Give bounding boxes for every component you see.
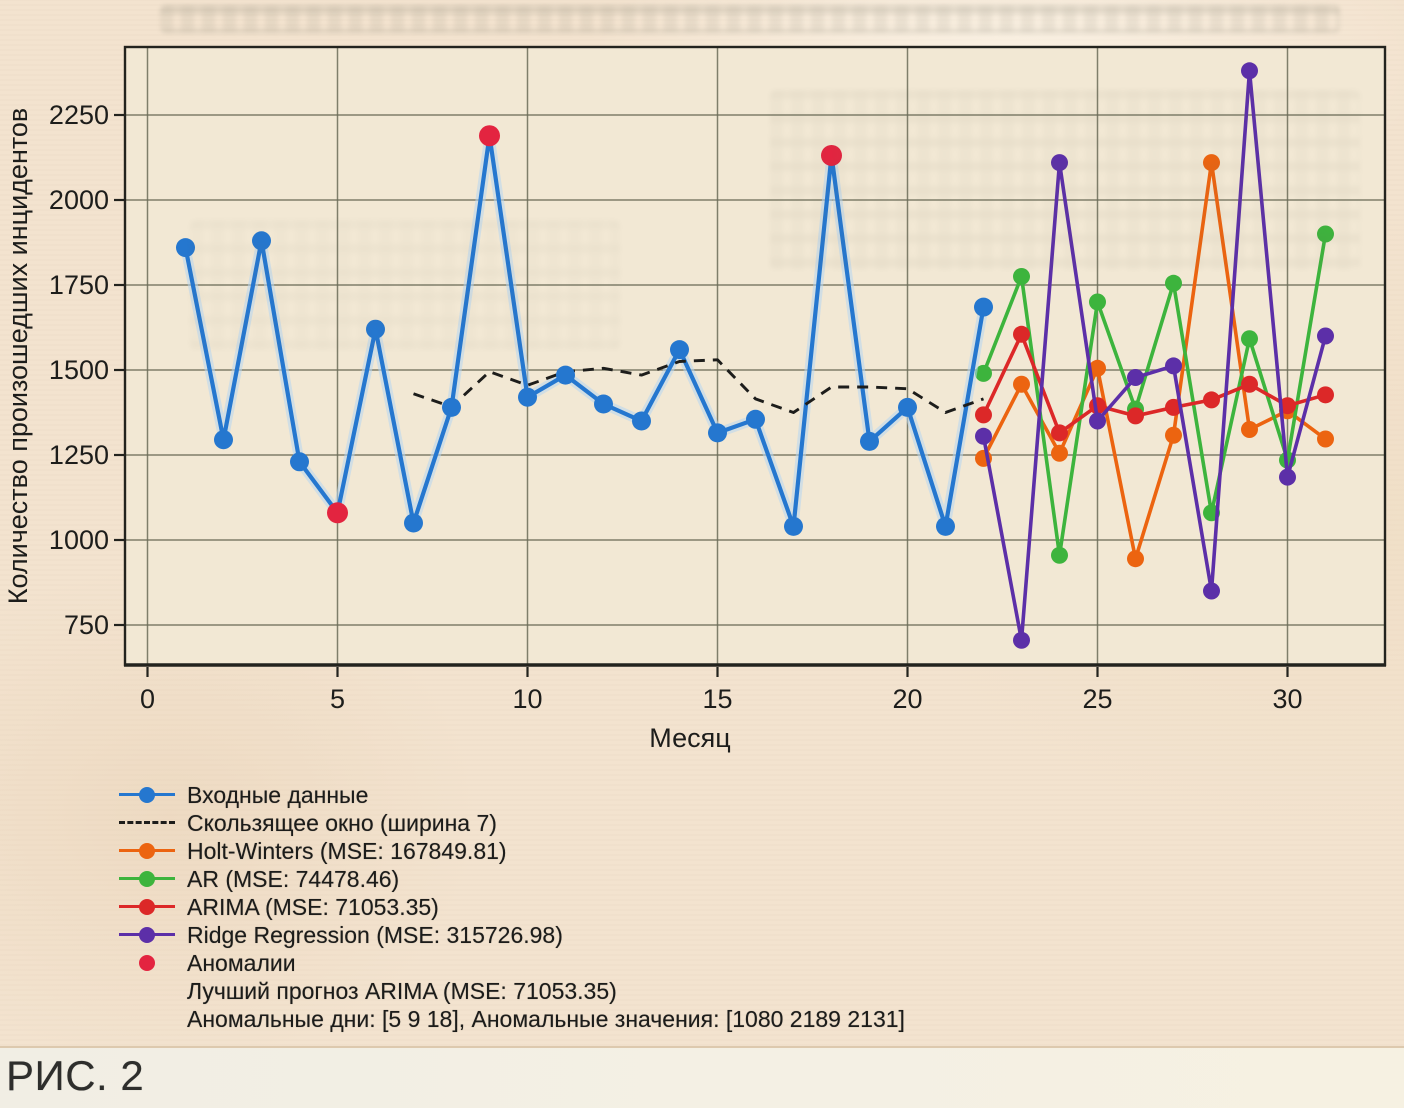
series-point-ar <box>1089 294 1106 311</box>
series-point-arima <box>1013 326 1030 343</box>
y-axis-title: Количество произошедших инцидентов <box>3 107 33 605</box>
legend-item-moving-window <box>118 809 905 837</box>
series-point-ridge <box>975 428 992 445</box>
series-point-ridge <box>1203 583 1220 600</box>
legend-item-anomaly-values <box>118 1005 905 1033</box>
legend-marker-none <box>118 1005 176 1033</box>
chart-legend <box>118 781 905 1033</box>
x-tick-label: 15 <box>702 684 733 714</box>
figure-caption: РИС. 2 <box>6 1052 145 1099</box>
series-point-arima <box>1317 386 1334 403</box>
x-tick-label: 10 <box>512 684 543 714</box>
series-point-ridge <box>1317 328 1334 345</box>
series-point-input <box>708 423 727 442</box>
y-tick-label: 1500 <box>48 355 109 385</box>
series-point-input <box>898 398 917 417</box>
series-point-arima <box>1241 376 1258 393</box>
series-point-ridge <box>1241 62 1258 79</box>
series-point-ridge <box>1051 154 1068 171</box>
series-point-ar <box>1241 330 1258 347</box>
annotation-best-forecast: Лучший прогноз ARIMA (MSE: 71053.35) <box>187 977 617 1004</box>
y-tick-label: 2250 <box>48 100 109 130</box>
series-point-ridge <box>1013 632 1030 649</box>
x-tick-label: 20 <box>892 684 923 714</box>
x-axis-title: Месяц <box>649 723 731 753</box>
x-tick-label: 25 <box>1082 684 1113 714</box>
series-point-ridge <box>1165 357 1182 374</box>
series-point-ridge <box>1127 369 1144 386</box>
series-point-holt-winters <box>1127 550 1144 567</box>
series-point-ar <box>1013 268 1030 285</box>
legend-item-arima <box>118 893 905 921</box>
legend-item-best-forecast <box>118 977 905 1005</box>
anomaly-point <box>821 145 842 166</box>
legend-label: AR (MSE: 74478.46) <box>187 865 400 892</box>
x-tick-label: 0 <box>139 684 156 714</box>
legend-dot-swatch <box>139 871 155 887</box>
legend-dot-swatch <box>139 787 155 803</box>
series-point-input <box>518 388 537 407</box>
legend-marker-input-line-dot <box>118 781 176 809</box>
legend-marker-anomaly-dot <box>118 949 176 977</box>
series-point-ar <box>1165 275 1182 292</box>
series-point-arima <box>1051 424 1068 441</box>
series-point-input <box>556 366 575 385</box>
legend-item-ridge <box>118 921 905 949</box>
series-point-input <box>404 514 423 533</box>
series-point-input <box>974 298 993 317</box>
series-point-input <box>214 430 233 449</box>
y-tick-label: 1000 <box>48 525 109 555</box>
series-point-holt-winters <box>1165 427 1182 444</box>
legend-label: Ridge Regression (MSE: 315726.98) <box>187 921 563 948</box>
legend-dot-swatch <box>139 955 155 971</box>
series-point-ridge <box>1089 413 1106 430</box>
x-tick-label: 5 <box>329 684 346 714</box>
series-point-arima <box>1203 391 1220 408</box>
legend-marker-none <box>118 977 176 1005</box>
y-tick-label: 1750 <box>48 270 109 300</box>
series-point-input <box>784 517 803 536</box>
series-point-input <box>290 452 309 471</box>
series-point-ar <box>1317 226 1334 243</box>
y-tick-label: 1250 <box>48 440 109 470</box>
series-point-input <box>252 231 271 250</box>
series-point-holt-winters <box>1203 154 1220 171</box>
legend-dot-swatch <box>139 899 155 915</box>
legend-label: Holt-Winters (MSE: 167849.81) <box>187 837 507 864</box>
legend-line-swatch <box>119 821 175 824</box>
legend-item-holt-winters <box>118 837 905 865</box>
legend-marker-ridge-line-dot <box>118 921 176 949</box>
series-point-holt-winters <box>1317 431 1334 448</box>
series-point-ar <box>1051 547 1068 564</box>
legend-label: Входные данные <box>187 781 369 808</box>
series-point-input <box>670 340 689 359</box>
legend-label: ARIMA (MSE: 71053.35) <box>187 893 439 920</box>
series-point-input <box>632 412 651 431</box>
y-tick-label: 2000 <box>48 185 109 215</box>
anomaly-point <box>479 125 500 146</box>
annotation-anomaly-values: Аномальные дни: [5 9 18], Аномальные значения: [1080 2189 2131] <box>187 1005 905 1032</box>
legend-label: Аномалии <box>187 949 296 976</box>
legend-marker-arima-line-dot <box>118 893 176 921</box>
legend-marker-dashed-line <box>118 809 176 837</box>
series-point-input <box>442 398 461 417</box>
series-point-input <box>936 517 955 536</box>
series-point-input <box>176 238 195 257</box>
legend-dot-swatch <box>139 843 155 859</box>
legend-item-ar <box>118 865 905 893</box>
series-point-input <box>366 320 385 339</box>
series-point-holt-winters <box>1241 421 1258 438</box>
legend-label: Скользящее окно (ширина 7) <box>187 809 497 836</box>
legend-dot-swatch <box>139 927 155 943</box>
series-point-input <box>860 432 879 451</box>
legend-marker-holt-line-dot <box>118 837 176 865</box>
series-point-ridge <box>1279 469 1296 486</box>
plot-area <box>125 47 1385 665</box>
legend-item-anomalies <box>118 949 905 977</box>
series-point-arima <box>975 406 992 423</box>
legend-marker-ar-line-dot <box>118 865 176 893</box>
x-tick-label: 30 <box>1272 684 1303 714</box>
series-point-holt-winters <box>1013 376 1030 393</box>
y-tick-label: 750 <box>63 610 109 640</box>
series-point-input <box>746 410 765 429</box>
legend-item-input <box>118 781 905 809</box>
series-point-holt-winters <box>1051 445 1068 462</box>
series-point-arima <box>1127 407 1144 424</box>
series-point-input <box>594 395 613 414</box>
anomaly-point <box>327 502 348 523</box>
